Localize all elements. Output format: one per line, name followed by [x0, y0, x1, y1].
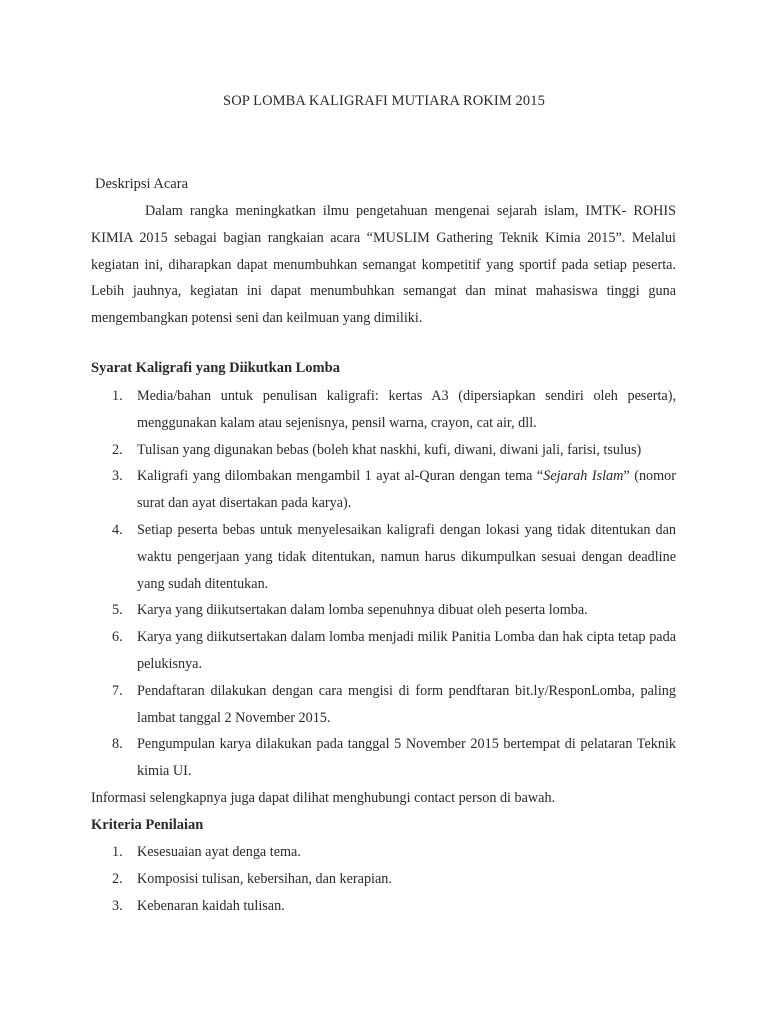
list-number: 8.: [112, 736, 123, 753]
list-text: Pendaftaran dilakukan dengan cara mengisi di form pendftaran bit.ly/ResponLomba, paling lambat tanggal 2 November 2015.: [137, 682, 676, 726]
list-item: [91, 866, 676, 893]
list-text: Kebenaran kaidah tulisan.: [137, 897, 285, 914]
deskripsi-paragraph: Dalam rangka meningkatkan ilmu pengetahuan mengenai sejarah islam, IMTK- ROHIS KIMIA 2015 sebagai bagian rangkaian acara “MUSLIM Gathering Teknik Kimia 2015”. Melalui kegiatan ini, diharapkan dapat menumbuhkan semangat kompetitif yang sportif pada setiap peserta. Lebih jauhnya, kegiatan ini dapat menumbuhkan semangat dan minat mahasiswa tinggi guna mengembangkan potensi seni dan keilmuan yang dimiliki.: [91, 203, 676, 327]
list-number: 3.: [112, 468, 123, 485]
list-text: Karya yang diikutsertakan dalam lomba sepenuhnya dibuat oleh peserta lomba.: [137, 602, 588, 619]
syarat-list: [91, 383, 676, 785]
list-number: 2.: [112, 870, 123, 887]
list-item: [91, 383, 676, 437]
list-text: Setiap peserta bebas untuk menyelesaikan kaligrafi dengan lokasi yang tidak ditentukan dan waktu pengerjaan yang tidak ditentukan, namun harus dikumpulkan sesuai dengan deadline yang sudah ditentukan.: [137, 521, 676, 592]
list-item: [91, 893, 676, 920]
list-text: ” (nomor surat dan ayat disertakan pada karya).: [137, 468, 676, 512]
deskripsi-heading: Deskripsi Acara: [95, 176, 189, 192]
document-title: SOP LOMBA KALIGRAFI MUTIARA ROKIM 2015: [223, 93, 545, 109]
list-item: [91, 517, 676, 597]
list-number: 3.: [112, 897, 123, 914]
list-text: Karya yang diikutsertakan dalam lomba menjadi milik Panitia Lomba dan hak cipta tetap pada pelukisnya.: [137, 629, 676, 672]
list-text: Tulisan yang digunakan bebas (boleh khat naskhi, kufi, diwani, diwani jali, farisi, tsulus): [137, 441, 642, 458]
list-item: [91, 463, 676, 517]
list-number: 1.: [112, 388, 123, 404]
list-text: Pengumpulan karya dilakukan pada tanggal 5 November 2015 bertempat di pelataran Teknik kimia UI.: [137, 736, 676, 780]
list-text: Kesesuaian ayat denga tema.: [137, 844, 301, 860]
list-item: [91, 731, 676, 785]
list-number: 1.: [112, 844, 123, 860]
list-number: 5.: [112, 602, 123, 619]
list-item: [91, 839, 676, 866]
kriteria-heading: Kriteria Penilaian: [91, 817, 204, 833]
kriteria-list: [91, 839, 676, 919]
list-number: 2.: [112, 441, 123, 458]
theme-italic-text: Sejarah Islam: [543, 468, 624, 485]
info-line: Informasi selengkapnya juga dapat dilihat menghubungi contact person di bawah.: [91, 790, 556, 806]
list-item: [91, 678, 676, 732]
list-text: Komposisi tulisan, kebersihan, dan kerapian.: [137, 870, 392, 887]
list-item: [91, 437, 676, 464]
list-number: 6.: [112, 629, 123, 646]
list-text: Kaligrafi yang dilombakan mengambil 1 ayat al-Quran dengan tema “: [137, 468, 544, 485]
list-item: [91, 624, 676, 678]
list-text: Media/bahan untuk penulisan kaligrafi: kertas A3 (dipersiapkan sendiri oleh peserta), menggunakan kalam atau sejenisnya, pensil warna, crayon, cat air, dll.: [137, 388, 676, 431]
list-number: 4.: [112, 521, 123, 538]
list-item: [91, 597, 676, 624]
syarat-heading: Syarat Kaligrafi yang Diikutkan Lomba: [91, 360, 340, 376]
list-number: 7.: [112, 682, 123, 699]
